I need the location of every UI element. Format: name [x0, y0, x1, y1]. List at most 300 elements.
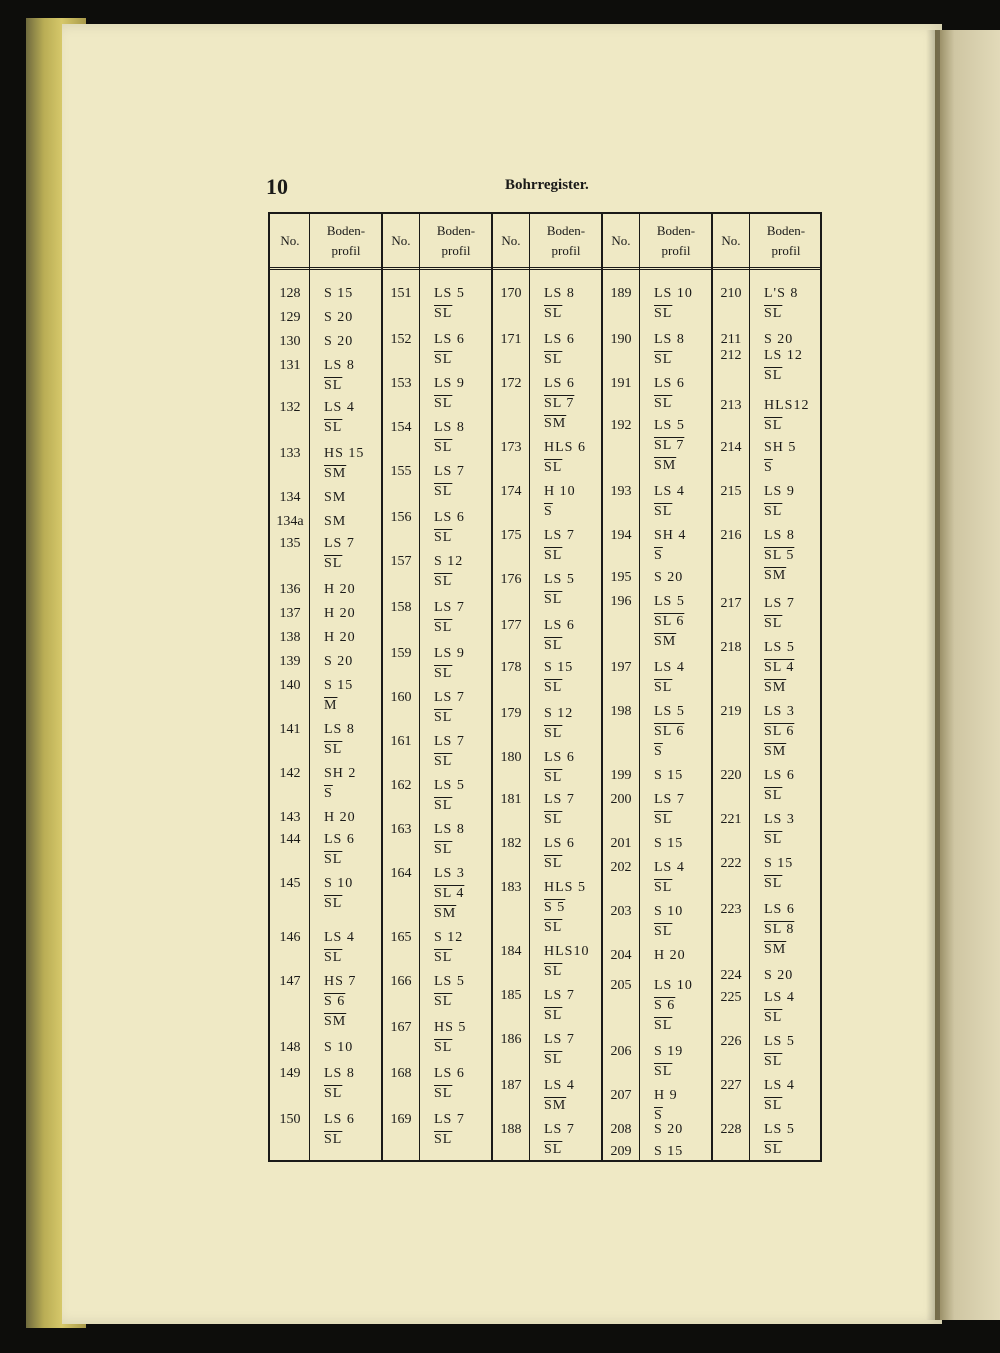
row-number: 176	[500, 572, 522, 587]
boden-profil	[544, 1078, 575, 1118]
profil-layer: LS 7	[434, 600, 465, 615]
profil-layer: LS 6	[434, 332, 465, 347]
profil-layer: LS 12	[764, 348, 803, 363]
profil-layer: LS 8	[324, 358, 355, 373]
profil-layer: $\overline{SL}$	[544, 726, 563, 741]
row-number: 180	[500, 750, 522, 765]
profil-layer: LS 4	[654, 660, 685, 675]
row-number: 134	[279, 490, 301, 505]
row-number: 203	[610, 904, 632, 919]
profil-layer: SM	[324, 490, 347, 505]
boden-profil	[764, 398, 809, 438]
row-number: 175	[500, 528, 522, 543]
profil-layer: $\overline{SL}$	[654, 924, 673, 939]
profil-layer: $\overline{SL}$	[544, 1008, 563, 1023]
row-number: 158	[390, 600, 412, 615]
profil-layer: $\overline{SL}$	[544, 964, 563, 979]
row-number: 129	[279, 310, 301, 325]
profil-layer: LS 5	[654, 704, 685, 719]
boden-profil	[324, 766, 356, 806]
profil-layer: S 6	[654, 998, 676, 1013]
boden-profil	[324, 446, 364, 486]
profil-layer: $\overline{SL}$	[764, 1142, 783, 1157]
profil-layer: LS 7	[764, 596, 795, 611]
profil-layer: H 20	[324, 606, 356, 621]
boden-profil	[544, 706, 573, 746]
row-number: 197	[610, 660, 632, 675]
profil-layer: S 15	[324, 678, 354, 693]
boden-profil	[764, 286, 798, 326]
boden-profil	[654, 1144, 683, 1164]
row-number: 221	[720, 812, 742, 827]
boden-profil	[544, 1032, 575, 1072]
profil-layer: $\overline{SM}$	[764, 568, 787, 583]
profil-layer: $\overline{SL}$	[764, 1098, 783, 1113]
profil-layer: LS 10	[654, 286, 693, 301]
row-number: 139	[279, 654, 301, 669]
boden-profil	[434, 376, 465, 416]
profil-layer: S 12	[434, 554, 464, 569]
column-group-divider	[601, 214, 603, 1160]
profil-layer: HLS12	[764, 398, 810, 413]
profil-layer: LS 4	[764, 990, 795, 1005]
boden-profil	[764, 440, 796, 480]
boden-profil	[434, 1066, 465, 1106]
header-bodenprofil-label: Boden- profil	[546, 222, 586, 258]
profil-layer: LS 9	[434, 376, 465, 391]
profil-layer: $\overline{SM}$	[324, 1014, 347, 1029]
profil-layer: LS 7	[544, 988, 575, 1003]
profil-layer: $\overline{SL}$	[324, 852, 343, 867]
row-number: 216	[720, 528, 742, 543]
row-number: 152	[390, 332, 412, 347]
row-number: 133	[279, 446, 301, 461]
profil-layer: $\overline{SM}$	[654, 458, 677, 473]
boden-profil	[544, 332, 575, 372]
profil-layer: SL 6	[654, 724, 685, 739]
profil-layer: SL 6	[654, 614, 685, 629]
boden-profil	[324, 400, 355, 440]
row-number: 150	[279, 1112, 301, 1127]
profil-layer: H 9	[654, 1088, 678, 1103]
profil-layer: $\overline{SL}$	[544, 638, 563, 653]
profil-layer: LS 8	[764, 528, 795, 543]
profil-layer: $\overline{SL}$	[324, 556, 343, 571]
boden-profil	[654, 836, 683, 856]
boden-profil	[434, 646, 465, 686]
boden-profil	[654, 484, 685, 524]
profil-layer: LS 6	[544, 750, 575, 765]
header-bodenprofil-label: Boden- profil	[656, 222, 696, 258]
profil-layer: $\overline{SL}$	[764, 504, 783, 519]
boden-profil	[434, 690, 465, 730]
profil-layer: $\overline{SL}$	[434, 710, 453, 725]
profil-layer: $\overline{S}$	[544, 504, 553, 519]
boden-profil	[324, 1040, 353, 1060]
column-group-divider	[381, 214, 383, 1160]
boden-profil	[764, 640, 795, 700]
profil-layer: S 12	[544, 706, 574, 721]
profil-layer: H 20	[324, 630, 356, 645]
boden-profil	[654, 948, 686, 968]
row-number: 181	[500, 792, 522, 807]
boden-profil	[764, 1034, 795, 1074]
profil-layer: S 20	[324, 310, 354, 325]
header-no: No.	[391, 232, 411, 248]
profil-layer: S 15	[324, 286, 354, 301]
profil-layer: $\overline{SL}$	[434, 842, 453, 857]
row-number: 154	[390, 420, 412, 435]
column-divider	[419, 214, 420, 1160]
row-number: 226	[720, 1034, 742, 1049]
boden-profil	[434, 822, 465, 862]
boden-profil	[654, 376, 685, 416]
profil-layer: S 20	[764, 332, 794, 347]
row-number: 215	[720, 484, 742, 499]
row-number: 210	[720, 286, 742, 301]
row-number: 178	[500, 660, 522, 675]
profil-layer: HLS10	[544, 944, 590, 959]
profil-layer: SH 2	[324, 766, 357, 781]
row-number: 204	[610, 948, 632, 963]
row-number: 220	[720, 768, 742, 783]
profil-layer: $\overline{SL}$	[544, 592, 563, 607]
row-number: 212	[720, 348, 742, 363]
profil-layer: LS 8	[654, 332, 685, 347]
row-number: 228	[720, 1122, 742, 1137]
row-number: 157	[390, 554, 412, 569]
profil-layer: LS 6	[764, 902, 795, 917]
boden-profil	[324, 358, 355, 398]
profil-layer: $\overline{SL}$	[654, 812, 673, 827]
profil-layer: LS 8	[544, 286, 575, 301]
facing-page-edge	[935, 30, 1000, 1320]
boden-profil	[654, 594, 685, 654]
row-number: 224	[720, 968, 742, 983]
profil-layer: HS 5	[434, 1020, 467, 1035]
profil-layer: $\overline{SL}$	[544, 352, 563, 367]
boden-profil	[654, 332, 685, 372]
profil-layer: $\overline{SL}$	[764, 368, 783, 383]
column-divider	[529, 214, 530, 1160]
profil-layer: $\overline{SL}$	[434, 994, 453, 1009]
row-number: 140	[279, 678, 301, 693]
boden-profil	[654, 660, 685, 700]
profil-layer: $\overline{SL}$	[654, 680, 673, 695]
profil-layer: HS 7	[324, 974, 357, 989]
profil-layer: $\overline{SM}$	[324, 466, 347, 481]
boden-profil	[764, 704, 795, 764]
boden-profil	[654, 704, 685, 764]
profil-layer: $\overline{SL}$	[764, 1054, 783, 1069]
row-number: 186	[500, 1032, 522, 1047]
profil-layer: $\overline{M}$	[324, 698, 338, 713]
boden-profil	[324, 630, 356, 650]
profil-layer: $\overline{SM}$	[764, 680, 787, 695]
row-number: 164	[390, 866, 412, 881]
header-no: No.	[280, 232, 300, 248]
row-number: 211	[720, 332, 742, 347]
boden-profil	[434, 734, 465, 774]
row-number: 163	[390, 822, 412, 837]
row-number: 209	[610, 1144, 632, 1159]
profil-layer: $\overline{SM}$	[654, 634, 677, 649]
profil-layer: S 19	[654, 1044, 684, 1059]
profil-layer: $\overline{SL}$	[544, 548, 563, 563]
profil-layer: LS 6	[324, 832, 355, 847]
row-number: 208	[610, 1122, 632, 1137]
gutter-shadow	[926, 30, 940, 1320]
boden-profil	[764, 990, 795, 1030]
profil-layer: LS 7	[544, 792, 575, 807]
row-number: 167	[390, 1020, 412, 1035]
row-number: 134a	[276, 514, 304, 529]
profil-layer: LS 4	[764, 1078, 795, 1093]
profil-layer: $\overline{SL}$	[764, 306, 783, 321]
boden-profil	[324, 930, 355, 970]
profil-layer: $\overline{SL}$	[434, 620, 453, 635]
profil-layer: LS 5	[434, 778, 465, 793]
profil-layer: LS 5	[654, 418, 685, 433]
profil-layer: $\overline{S}$	[654, 744, 663, 759]
boden-profil	[544, 376, 575, 436]
row-number: 146	[279, 930, 301, 945]
profil-layer: LS 3	[434, 866, 465, 881]
profil-layer: LS 4	[544, 1078, 575, 1093]
boden-profil	[434, 554, 463, 594]
boden-profil	[434, 286, 465, 326]
profil-layer: LS 6	[544, 836, 575, 851]
boden-profil	[434, 1112, 465, 1152]
boden-profil	[324, 722, 355, 762]
boden-profil	[654, 528, 686, 568]
profil-layer: S 20	[654, 570, 684, 585]
profil-layer: $\overline{SL}$	[764, 616, 783, 631]
row-number: 182	[500, 836, 522, 851]
boden-profil	[764, 902, 795, 962]
boden-profil	[654, 1122, 683, 1142]
row-number: 168	[390, 1066, 412, 1081]
boden-profil	[764, 348, 803, 388]
profil-layer: LS 5	[764, 1122, 795, 1137]
row-number: 172	[500, 376, 522, 391]
row-number: 135	[279, 536, 301, 551]
profil-layer: SL 8	[764, 922, 795, 937]
profil-layer: SL 6	[764, 724, 795, 739]
profil-layer: LS 5	[764, 1034, 795, 1049]
profil-layer: $\overline{SL}$	[764, 876, 783, 891]
profil-layer: $\overline{SM}$	[544, 416, 567, 431]
row-number: 160	[390, 690, 412, 705]
row-number: 192	[610, 418, 632, 433]
profil-layer: $\overline{SL}$	[434, 1040, 453, 1055]
row-number: 198	[610, 704, 632, 719]
profil-layer: HS 15	[324, 446, 365, 461]
profil-layer: S 15	[654, 1144, 684, 1159]
row-number: 142	[279, 766, 301, 781]
row-number: 144	[279, 832, 301, 847]
profil-layer: $\overline{SL}$	[434, 1086, 453, 1101]
page-number: 10	[266, 174, 288, 199]
profil-layer: LS 5	[764, 640, 795, 655]
boden-profil	[764, 484, 795, 524]
profil-layer: LS 3	[764, 812, 795, 827]
row-number: 179	[500, 706, 522, 721]
profil-layer: S 10	[654, 904, 684, 919]
profil-layer: SL 5	[764, 548, 795, 563]
profil-layer: H 20	[654, 948, 686, 963]
profil-layer: SH 5	[764, 440, 797, 455]
profil-layer: HLS 5	[544, 880, 586, 895]
row-number: 191	[610, 376, 632, 391]
row-number: 201	[610, 836, 632, 851]
profil-layer: $\overline{SL}$	[764, 1010, 783, 1025]
profil-layer: $\overline{S}$	[324, 786, 333, 801]
profil-layer: $\overline{SL}$	[654, 1018, 673, 1033]
column-group-divider	[491, 214, 493, 1160]
boden-profil	[654, 570, 683, 590]
row-number: 184	[500, 944, 522, 959]
boden-profil	[324, 810, 356, 830]
profil-layer: $\overline{SL}$	[544, 1142, 563, 1157]
boden-profil	[324, 1112, 355, 1152]
profil-layer: $\overline{SL}$	[654, 396, 673, 411]
boden-profil	[324, 582, 356, 602]
boden-profil	[544, 792, 575, 832]
profil-layer: $\overline{SL}$	[324, 742, 343, 757]
profil-layer: $\overline{SL}$	[654, 880, 673, 895]
profil-layer: LS 8	[324, 722, 355, 737]
row-number: 170	[500, 286, 522, 301]
row-number: 132	[279, 400, 301, 415]
profil-layer: $\overline{SL}$	[654, 504, 673, 519]
row-number: 195	[610, 570, 632, 585]
profil-layer: LS 8	[434, 822, 465, 837]
profil-layer: LS 9	[434, 646, 465, 661]
profil-layer: LS 7	[544, 1032, 575, 1047]
boden-profil	[434, 420, 465, 460]
profil-layer: $\overline{SL}$	[324, 420, 343, 435]
profil-layer: $\overline{SL}$	[434, 754, 453, 769]
profil-layer: LS 7	[544, 528, 575, 543]
profil-layer: SL 4	[764, 660, 795, 675]
row-number: 190	[610, 332, 632, 347]
header-bodenprofil	[640, 214, 712, 267]
profil-layer: LS 9	[764, 484, 795, 499]
profil-layer: S 20	[324, 654, 354, 669]
boden-profil	[324, 1066, 355, 1106]
row-number: 199	[610, 768, 632, 783]
row-number: 225	[720, 990, 742, 1005]
row-number: 173	[500, 440, 522, 455]
row-number: 138	[279, 630, 301, 645]
boden-profil	[324, 654, 353, 674]
profil-layer: SH 4	[654, 528, 687, 543]
profil-layer: $\overline{SL}$	[434, 950, 453, 965]
boden-profil	[324, 974, 356, 1034]
boden-profil	[544, 944, 589, 984]
profil-layer: LS 6	[434, 1066, 465, 1081]
profil-layer: $\overline{SL}$	[434, 352, 453, 367]
boden-profil	[654, 860, 685, 900]
column-divider	[639, 214, 640, 1160]
header-bodenprofil	[310, 214, 382, 267]
profil-layer: SL 7	[654, 438, 685, 453]
profil-layer: H 20	[324, 810, 356, 825]
boden-profil	[764, 768, 795, 808]
row-number: 156	[390, 510, 412, 525]
profil-layer: LS 5	[654, 594, 685, 609]
row-number: 131	[279, 358, 301, 373]
boden-profil	[324, 514, 346, 534]
profil-layer: $\overline{S}$	[654, 1108, 663, 1123]
boden-profil	[434, 464, 465, 504]
row-number: 202	[610, 860, 632, 875]
header-bodenprofil-label: Boden- profil	[766, 222, 806, 258]
boden-profil	[544, 618, 575, 658]
header-bodenprofil	[750, 214, 822, 267]
profil-layer: $\overline{SL}$	[544, 1052, 563, 1067]
header-no: No.	[721, 232, 741, 248]
profil-layer: LS 7	[324, 536, 355, 551]
profil-layer: SL 4	[434, 886, 465, 901]
boden-profil	[324, 536, 355, 576]
profil-layer: $\overline{SM}$	[544, 1098, 567, 1113]
row-number: 130	[279, 334, 301, 349]
row-number: 196	[610, 594, 632, 609]
boden-profil	[654, 904, 683, 944]
profil-layer: LS 7	[434, 690, 465, 705]
boden-profil	[654, 286, 693, 326]
row-number: 188	[500, 1122, 522, 1137]
profil-layer: $\overline{S}$	[654, 548, 663, 563]
boden-profil	[434, 974, 465, 1014]
row-number: 189	[610, 286, 632, 301]
profil-layer: $\overline{SL}$	[544, 770, 563, 785]
profil-layer: $\overline{SM}$	[764, 942, 787, 957]
boden-profil	[764, 596, 795, 636]
boden-profil	[654, 768, 683, 788]
profil-layer: LS 4	[324, 930, 355, 945]
header-bodenprofil	[530, 214, 602, 267]
profil-layer: $\overline{SL}$	[654, 352, 673, 367]
row-number: 200	[610, 792, 632, 807]
column-divider	[749, 214, 750, 1160]
profil-layer: S 10	[324, 1040, 354, 1055]
profil-layer: S 12	[434, 930, 464, 945]
boden-profil	[654, 792, 685, 832]
profil-layer: $\overline{SL}$	[434, 1132, 453, 1147]
profil-layer: $\overline{SL}$	[544, 856, 563, 871]
column-divider	[309, 214, 310, 1160]
boden-profil	[544, 750, 575, 790]
profil-layer: SM	[324, 514, 347, 529]
boden-profil	[764, 1078, 795, 1118]
boden-profil	[324, 832, 355, 872]
profil-layer: LS 8	[434, 420, 465, 435]
profil-layer: LS 4	[654, 860, 685, 875]
row-number: 194	[610, 528, 632, 543]
row-number: 153	[390, 376, 412, 391]
row-number: 151	[390, 286, 412, 301]
profil-layer: $\overline{SL}$	[434, 484, 453, 499]
header-no: No.	[611, 232, 631, 248]
profil-layer: $\overline{SL}$	[544, 680, 563, 695]
boden-profil	[434, 600, 465, 640]
row-number: 177	[500, 618, 522, 633]
profil-layer: $\overline{SL}$	[434, 530, 453, 545]
profil-layer: $\overline{SL}$	[324, 378, 343, 393]
